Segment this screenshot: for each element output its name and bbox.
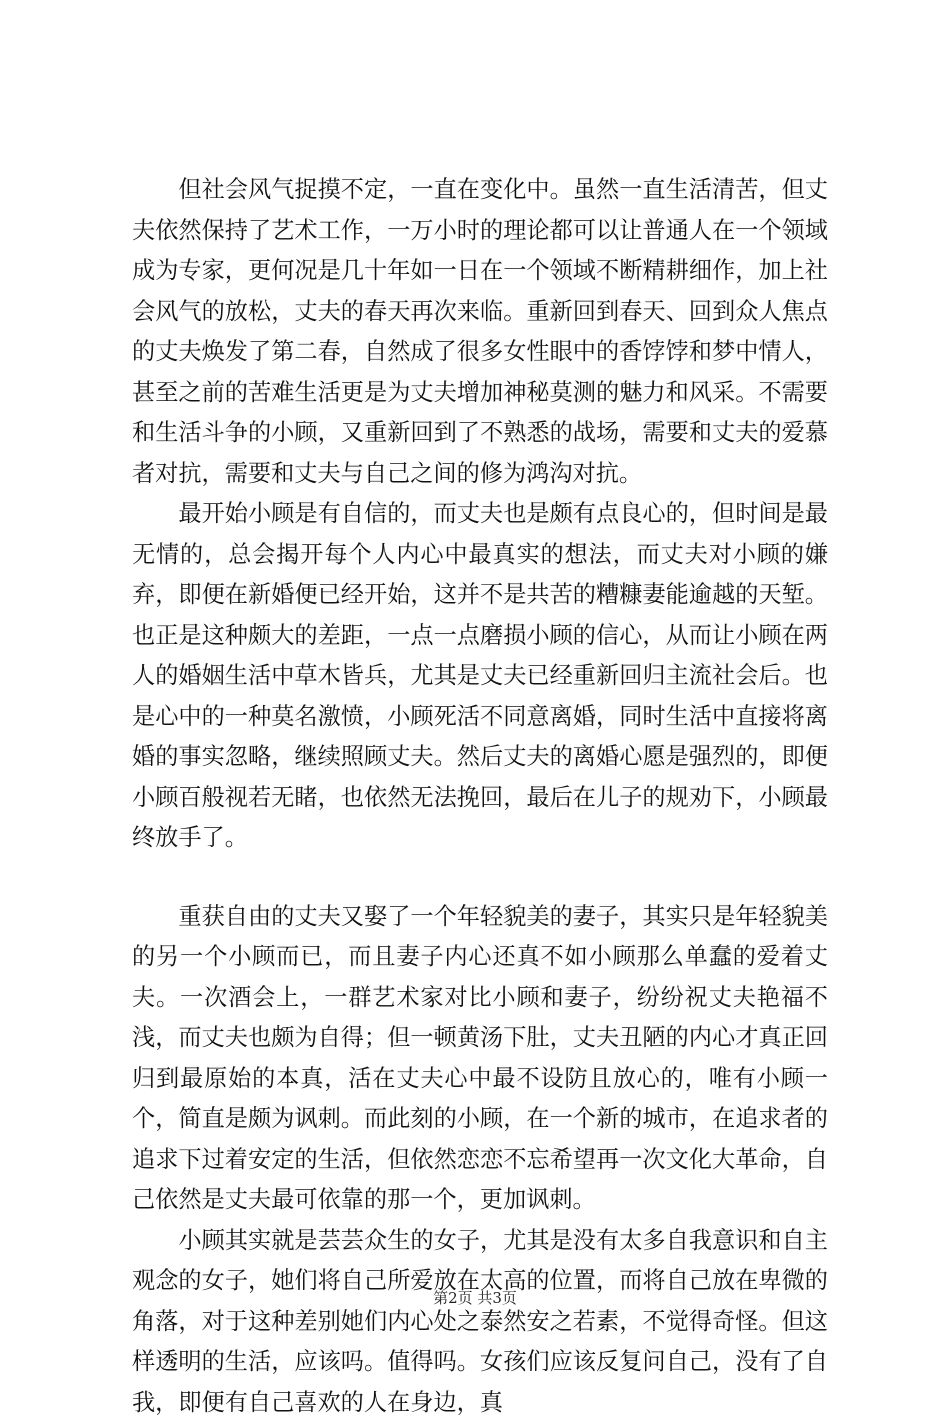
paragraph-4: 小顾其实就是芸芸众生的女子，尤其是没有太多自我意识和自主观念的女子，她们将自己所爱放在太高的位置，而将自己放在卑微的角落，对于这种差别她们内心处之泰然安之若素，不觉得奇怪。但这样透明的生活，应该吗。值得吗。女孩们应该反复问自己，没有了自我，即便有自己喜欢的人在身边，真: [132, 1221, 828, 1423]
page-footer: [0, 1287, 950, 1308]
document-body: [132, 170, 828, 1423]
paragraph-1: 但社会风气捉摸不定，一直在变化中。虽然一直生活清苦，但丈夫依然保持了艺术工作，一万小时的理论都可以让普通人在一个领域成为专家，更何况是几十年如一日在一个领域不断精耕细作，加上社会风气的放松，丈夫的春天再次来临。重新回到春天、回到众人焦点的丈夫焕发了第二春，自然成了很多女性眼中的香饽饽和梦中情人，甚至之前的苦难生活更是为丈夫增加神秘莫测的魅力和风采。不需要和生活斗争的小顾，又重新回到了不熟悉的战场，需要和丈夫的爱慕者对抗，需要和丈夫与自己之间的修为鸿沟对抗。: [132, 170, 828, 494]
paragraph-2: 最开始小顾是有自信的，而丈夫也是颇有点良心的，但时间是最无情的，总会揭开每个人内心中最真实的想法，而丈夫对小顾的嫌弃，即便在新婚便已经开始，这并不是共苦的糟糠妻能逾越的天堑。也正是这种颇大的差距，一点一点磨损小顾的信心，从而让小顾在两人的婚姻生活中草木皆兵，尤其是丈夫已经重新回归主流社会后。也是心中的一种莫名激愤，小顾死活不同意离婚，同时生活中直接将离婚的事实忽略，继续照顾丈夫。然后丈夫的离婚心愿是强烈的，即便小顾百般视若无睹，也依然无法挽回，最后在儿子的规劝下，小顾最终放手了。: [132, 494, 828, 859]
paragraph-3: 重获自由的丈夫又娶了一个年轻貌美的妻子，其实只是年轻貌美的另一个小顾而已，而且妻子内心还真不如小顾那么单蠢的爱着丈夫。一次酒会上，一群艺术家对比小顾和妻子，纷纷祝丈夫艳福不浅，而丈夫也颇为自得；但一顿黄汤下肚，丈夫丑陋的内心才真正回归到最原始的本真，活在丈夫心中最不设防且放心的，唯有小顾一个，简直是颇为讽刺。而此刻的小顾，在一个新的城市，在追求者的追求下过着安定的生活，但依然恋恋不忘希望再一次文化大革命，自己依然是丈夫最可依靠的那一个，更加讽刺。: [132, 897, 828, 1221]
page-number-label: 第2页 共3页: [433, 1289, 517, 1307]
paragraph-gap: [132, 859, 828, 897]
